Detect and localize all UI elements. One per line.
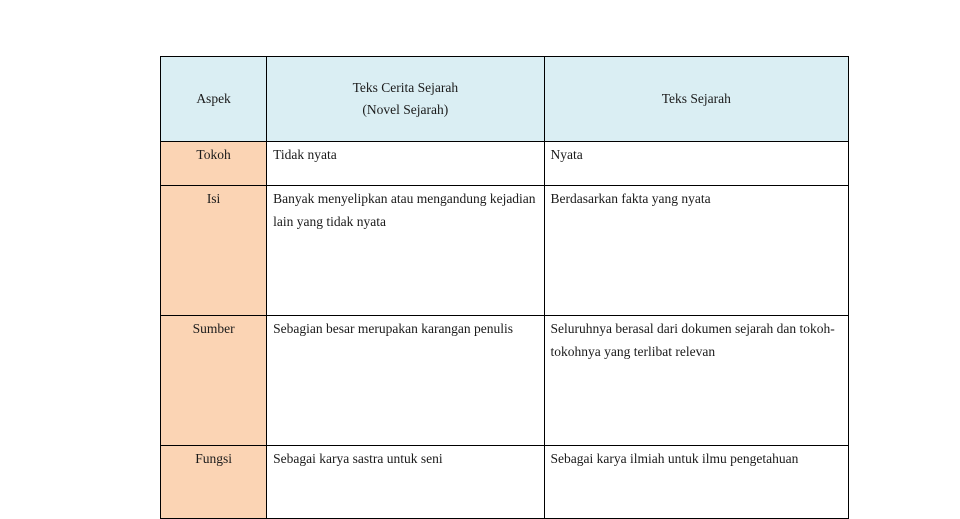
aspek-cell (161, 186, 267, 316)
cerita-text: Sebagian besar merupakan karangan penulis (273, 321, 514, 336)
aspek-label: Isi (206, 191, 221, 206)
aspek-cell (161, 142, 267, 186)
header-sejarah-label: Teks Sejarah (661, 91, 731, 106)
cerita-text: Tidak nyata (273, 147, 337, 162)
sejarah-text: Berdasarkan fakta yang nyata (550, 191, 711, 206)
sejarah-text: Sebagai karya ilmiah untuk ilmu pengetahuan (550, 451, 799, 466)
cerita-text: Banyak menyelipkan atau mengandung kejadian lain yang tidak nyata (273, 191, 536, 229)
cerita-text: Sebagai karya sastra untuk seni (273, 451, 443, 466)
table-row (161, 186, 849, 316)
table-row (161, 316, 849, 446)
sejarah-text: Seluruhnya berasal dari dokumen sejarah dan tokoh-tokohnya yang terlibat relevan (550, 321, 835, 359)
comparison-table (160, 56, 849, 519)
cerita-cell (267, 142, 544, 186)
cerita-cell (267, 446, 544, 519)
sejarah-cell (544, 446, 848, 519)
header-aspek-label: Aspek (196, 91, 231, 106)
sejarah-text: Nyata (550, 147, 583, 162)
table-header-row (161, 57, 849, 142)
aspek-cell (161, 316, 267, 446)
sejarah-cell (544, 142, 848, 186)
sejarah-cell (544, 186, 848, 316)
aspek-cell (161, 446, 267, 519)
cerita-cell (267, 316, 544, 446)
aspek-label: Sumber (192, 321, 235, 336)
sejarah-cell (544, 316, 848, 446)
aspek-label: Fungsi (195, 451, 232, 466)
header-teks-sejarah (544, 57, 848, 142)
aspek-label: Tokoh (196, 147, 231, 162)
header-teks-cerita-sejarah (267, 57, 544, 142)
header-cerita-line2: (Novel Sejarah) (362, 102, 449, 117)
table-row (161, 446, 849, 519)
header-aspek (161, 57, 267, 142)
header-cerita-line1: Teks Cerita Sejarah (352, 80, 459, 95)
table-row (161, 142, 849, 186)
cerita-cell (267, 186, 544, 316)
